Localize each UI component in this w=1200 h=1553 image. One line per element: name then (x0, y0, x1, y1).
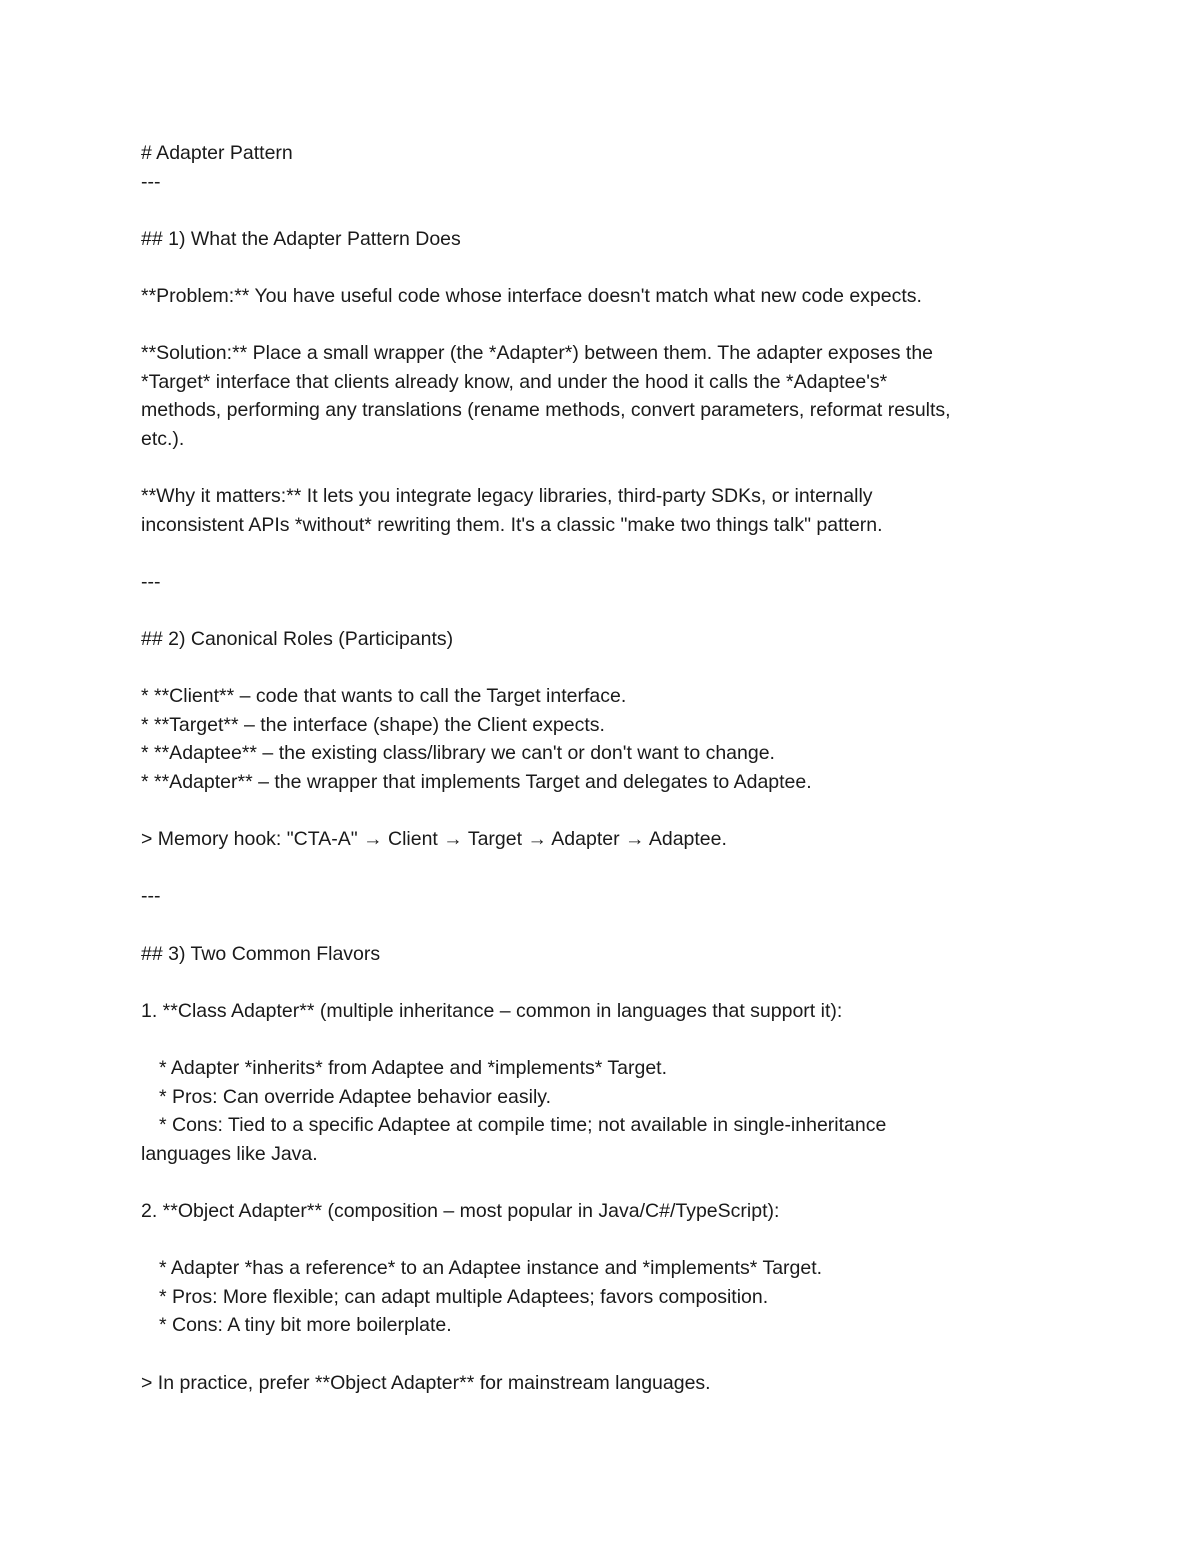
practice-note-quote: > In practice, prefer **Object Adapter** for mainstream languages. (141, 1371, 711, 1394)
class-adapter-intro: 1. **Class Adapter** (multiple inheritance – common in languages that support it): (141, 999, 843, 1022)
object-adapter-bullet: * Pros: More flexible; can adapt multiple Adaptees; favors composition. (159, 1285, 769, 1308)
blank-line (141, 539, 1041, 568)
role-item-client: * **Client** – code that wants to call the Target interface. (141, 685, 627, 708)
blank-line (141, 1168, 1041, 1197)
class-adapter-bullet: * Adapter *inherits* from Adaptee and *implements* Target. (159, 1057, 668, 1079)
blank-line (141, 454, 1041, 483)
class-adapter-bullet: * Cons: Tied to a specific Adaptee at compile time; not available in single-inheritance (159, 1114, 887, 1137)
horizontal-rule: --- (141, 570, 161, 593)
why-line: inconsistent APIs *without* rewriting them. It's a classic "make two things talk" pattern. (141, 513, 883, 536)
object-adapter-bullet: * Cons: A tiny bit more boilerplate. (159, 1314, 452, 1337)
role-item-adaptee: * **Adaptee** – the existing class/library we can't or don't want to change. (141, 742, 775, 765)
blank-line (141, 597, 1041, 626)
role-item-adapter: * **Adapter** – the wrapper that implements Target and delegates to Adaptee. (141, 771, 812, 794)
blank-line (141, 854, 1041, 883)
memory-hook-quote: > Memory hook: "CTA-A" → Client → Target → Adapter → Adaptee. (141, 828, 727, 851)
horizontal-rule: --- (141, 885, 161, 908)
blank-line (141, 253, 1041, 282)
object-adapter-bullet: * Adapter *has a reference* to an Adaptee instance and *implements* Target. (159, 1257, 823, 1280)
blank-line (141, 654, 1041, 683)
problem-paragraph: **Problem:** You have useful code whose interface doesn't match what new code expects. (141, 284, 922, 307)
document-body (141, 139, 1041, 1397)
blank-line (141, 196, 1041, 225)
section-1-heading: ## 1) What the Adapter Pattern Does (141, 227, 461, 250)
horizontal-rule: --- (141, 170, 161, 193)
blank-line (141, 968, 1041, 997)
document-title: # Adapter Pattern (141, 142, 293, 164)
section-2-heading: ## 2) Canonical Roles (Participants) (141, 628, 454, 651)
blank-line (141, 1340, 1041, 1369)
solution-line: **Solution:** Place a small wrapper (the *Adapter*) between them. The adapter exposes the (141, 342, 934, 365)
why-line: **Why it matters:** It lets you integrate legacy libraries, third-party SDKs, or internally (141, 485, 873, 508)
object-adapter-intro: 2. **Object Adapter** (composition – most popular in Java/C#/TypeScript): (141, 1199, 780, 1222)
class-adapter-bullet: * Pros: Can override Adaptee behavior easily. (159, 1085, 552, 1108)
class-adapter-continuation: languages like Java. (141, 1142, 318, 1165)
solution-line: methods, performing any translations (rename methods, convert parameters, reformat results, (141, 399, 951, 422)
blank-line (141, 311, 1041, 340)
blank-line (141, 911, 1041, 940)
solution-line: etc.). (141, 427, 185, 450)
role-item-target: * **Target** – the interface (shape) the Client expects. (141, 713, 605, 736)
solution-line: *Target* interface that clients already know, and under the hood it calls the *Adaptee's* (141, 370, 888, 393)
blank-line (141, 797, 1041, 826)
blank-line (141, 1226, 1041, 1255)
section-3-heading: ## 3) Two Common Flavors (141, 942, 381, 965)
blank-line (141, 1025, 1041, 1054)
